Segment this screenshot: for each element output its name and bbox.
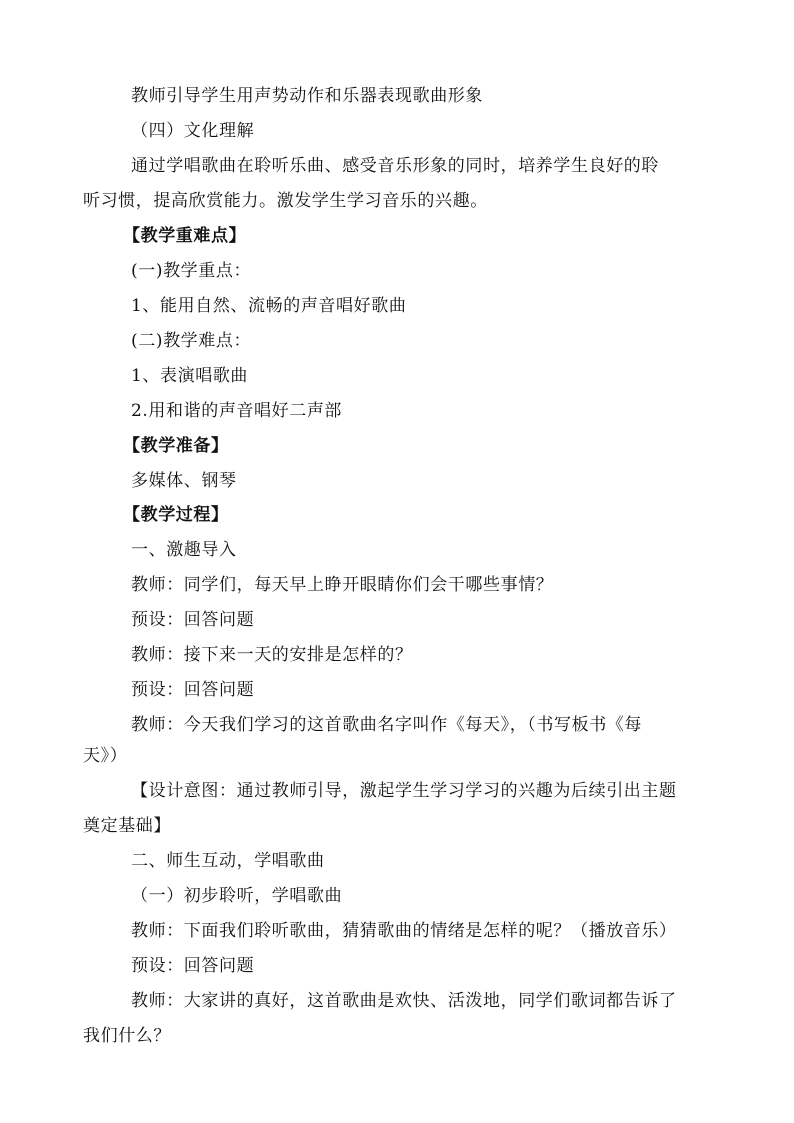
paragraph-line: 预设：回答问题 [131, 956, 255, 976]
paragraph-line: 多媒体、钢琴 [131, 471, 237, 491]
subsection-heading: （一）初步聆听，学唱歌曲 [131, 886, 343, 906]
paragraph-line: 我们什么？ [83, 1026, 171, 1046]
section-heading: （四）文化理解 [131, 121, 255, 141]
design-intent-note: 奠定基础】 [83, 816, 171, 836]
design-intent-note: 【设计意图：通过教师引导，激起学生学习学习的兴趣为后续引出主题 [131, 781, 677, 801]
section-heading: 【教学准备】 [123, 436, 229, 456]
paragraph-line: 教师：接下来一天的安排是怎样的？ [131, 645, 413, 665]
subsection-heading: (二)教学难点： [131, 331, 252, 351]
paragraph-line: 教师引导学生用声势动作和乐器表现歌曲形象 [131, 86, 483, 106]
list-item: 1、表演唱歌曲 [131, 366, 249, 386]
paragraph-line: 通过学唱歌曲在聆听乐曲、感受音乐形象的同时，培养学生良好的聆 [131, 156, 659, 176]
list-item: 1、能用自然、流畅的声音唱好歌曲 [131, 296, 407, 316]
paragraph-line: 预设：回答问题 [131, 680, 255, 700]
subsection-heading: (一)教学重点： [131, 261, 252, 281]
paragraph-line: 预设：回答问题 [131, 610, 255, 630]
list-item: 2.用和谐的声音唱好二声部 [131, 401, 343, 421]
paragraph-line: 教师：下面我们聆听歌曲，猜猜歌曲的情绪是怎样的呢？（播放音乐） [131, 921, 677, 941]
section-heading: 【教学过程】 [123, 505, 229, 525]
subsection-heading: 一、激趣导入 [131, 540, 237, 560]
subsection-heading: 二、师生互动，学唱歌曲 [131, 851, 325, 871]
paragraph-line: 教师：大家讲的真好，这首歌曲是欢快、活泼地，同学们歌词都告诉了 [131, 991, 677, 1011]
paragraph-line: 听习惯，提高欣赏能力。激发学生学习音乐的兴趣。 [83, 191, 488, 211]
paragraph-line: 教师：同学们，每天早上睁开眼睛你们会干哪些事情？ [131, 575, 554, 595]
section-heading: 【教学重难点】 [123, 226, 247, 246]
paragraph-line: 天》） [83, 746, 128, 766]
paragraph-line: 教师：今天我们学习的这首歌曲名字叫作《每天》，（书写板书《每 [131, 715, 642, 735]
